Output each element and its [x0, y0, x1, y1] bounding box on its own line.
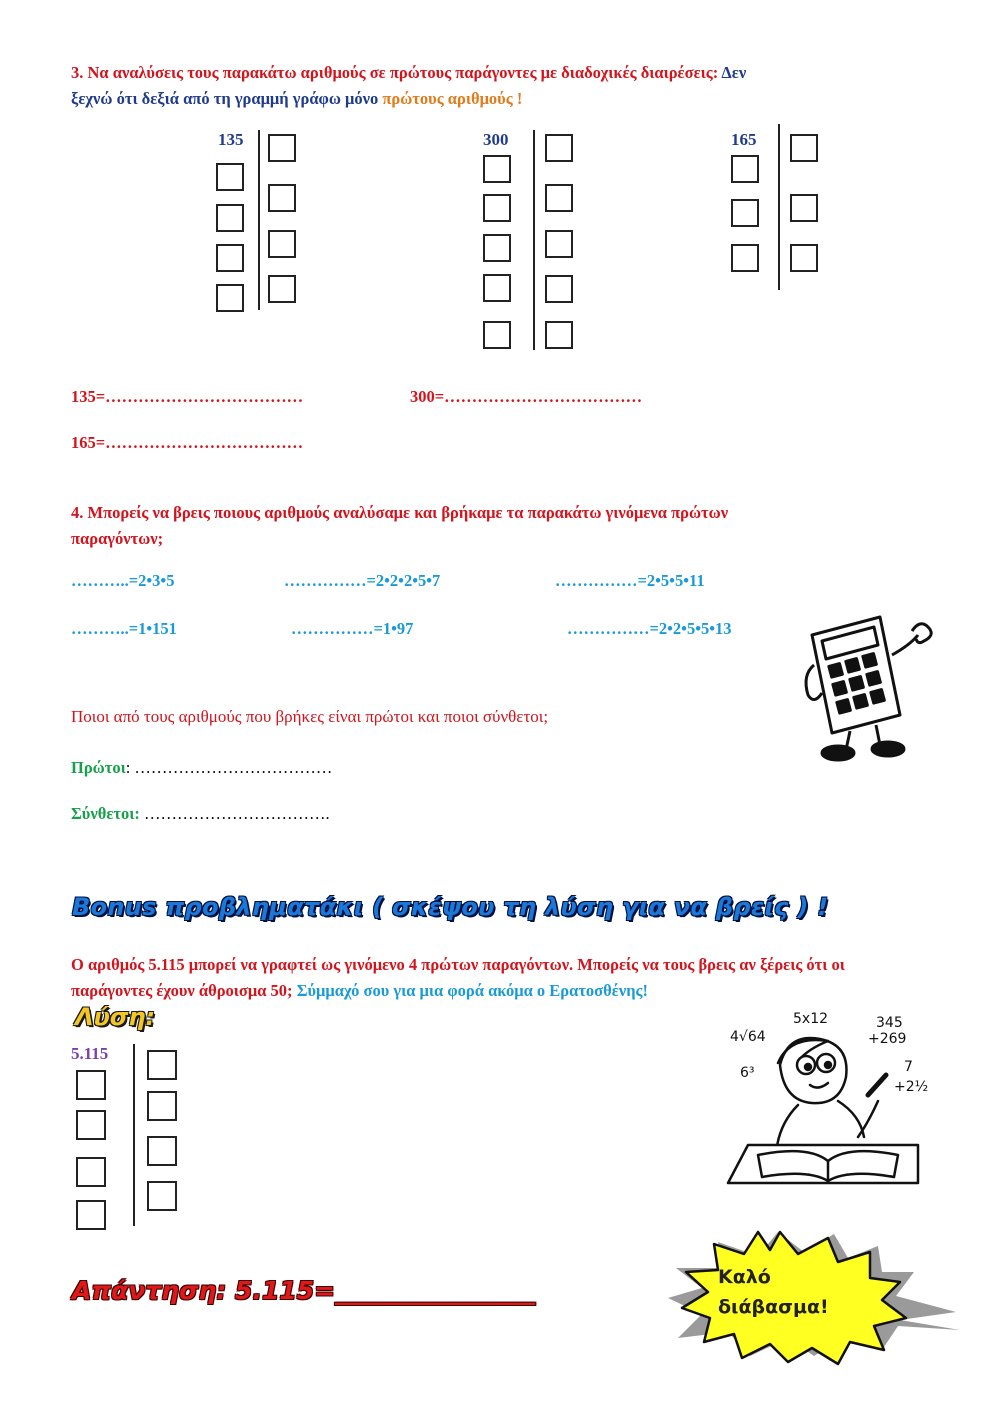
factor-box[interactable] — [545, 184, 573, 212]
composites-label: Σύνθετοι: — [71, 804, 140, 823]
factor-box[interactable] — [268, 275, 296, 303]
factor-box[interactable] — [545, 134, 573, 162]
quotient-box[interactable] — [731, 244, 759, 272]
product-item[interactable]: ……………=1•97 — [291, 619, 414, 638]
composites-blank[interactable]: ……………………………. — [139, 804, 330, 823]
badge-text — [718, 1262, 829, 1322]
student-formula: 345 — [876, 1015, 903, 1031]
quotient-box[interactable] — [483, 234, 511, 262]
exercise3-title — [71, 60, 931, 112]
factor-box[interactable] — [147, 1091, 177, 1121]
quotient-box[interactable] — [76, 1070, 106, 1100]
quotient-box[interactable] — [483, 155, 511, 183]
exercise3-instruction: 3. Να αναλύσεις τους παρακάτω αριθμούς σε πρώτους παράγοντες με διαδοχικές διαιρέσεις: — [71, 63, 719, 82]
quotient-box[interactable] — [731, 199, 759, 227]
primes-label: Πρώτοι — [71, 758, 126, 777]
quotient-box[interactable] — [216, 163, 244, 191]
student-formula: 4√64 — [730, 1029, 766, 1045]
bonus-heading: Bonus προβληματάκι ( σκέψου τη λύση για να βρείς ) ! — [72, 893, 829, 921]
student-formula: +2½ — [894, 1079, 929, 1095]
ladder-number-5115: 5.115 — [71, 1044, 109, 1063]
final-answer — [72, 1276, 535, 1305]
answer-line-135[interactable]: 135=……………………………… — [71, 387, 304, 406]
composites-answer — [71, 801, 330, 827]
solution-label: Λύση: — [75, 1003, 156, 1031]
bonus-hint: Σύμμαχό σου για μια φορά ακόμα ο Ερατοσθένης! — [296, 981, 649, 1000]
exercise4-title — [71, 500, 931, 552]
factor-box[interactable] — [268, 184, 296, 212]
ladder-number-135: 135 — [218, 130, 244, 149]
product-item[interactable]: ……………=2•5•5•11 — [555, 571, 705, 590]
badge-line1: Καλό — [718, 1266, 771, 1288]
factor-box[interactable] — [268, 134, 296, 162]
final-answer-blank[interactable]: ________________ — [335, 1276, 536, 1305]
calculator-character-icon — [800, 605, 940, 765]
student-formula: 7 — [904, 1059, 913, 1075]
exercise3-note-emphasis: πρώτους αριθμούς ! — [382, 89, 523, 108]
quotient-box[interactable] — [216, 244, 244, 272]
exercise4-title-line2: παραγόντων; — [71, 529, 164, 548]
factor-box[interactable] — [147, 1136, 177, 1166]
factor-box[interactable] — [268, 230, 296, 258]
factor-box[interactable] — [545, 321, 573, 349]
quotient-box[interactable] — [731, 155, 759, 183]
quotient-box[interactable] — [483, 274, 511, 302]
product-item[interactable]: ………..=2•3•5 — [71, 571, 175, 590]
student-doing-math-icon — [718, 1005, 938, 1190]
quotient-box[interactable] — [76, 1110, 106, 1140]
factor-box[interactable] — [790, 134, 818, 162]
factor-box[interactable] — [147, 1050, 177, 1080]
primes-blank[interactable]: : ……………………………… — [125, 758, 333, 777]
factor-box[interactable] — [545, 230, 573, 258]
factor-box[interactable] — [790, 194, 818, 222]
ladder-divider-line — [133, 1044, 135, 1226]
ladder-divider-line — [778, 124, 780, 290]
exercise4-title-line1: 4. Μπορείς να βρεις ποιους αριθμούς αναλύσαμε και βρήκαμε τα παρακάτω γινόμενα πρώτων — [71, 503, 729, 522]
bonus-text — [71, 952, 921, 1004]
exercise4-question: Ποιοι από τους αριθμούς που βρήκες είναι πρώτοι και ποιοι σύνθετοι; — [71, 707, 549, 726]
badge-line2: διάβασμα! — [718, 1296, 829, 1318]
exercise3-note: ξεχνώ ότι δεξιά από τη γραμμή γράφω μόνο — [71, 89, 379, 108]
product-item[interactable]: ………..=1•151 — [71, 619, 177, 638]
student-formula: +269 — [868, 1031, 907, 1047]
quotient-box[interactable] — [483, 194, 511, 222]
quotient-box[interactable] — [483, 321, 511, 349]
answer-line-300[interactable]: 300=……………………………… — [410, 387, 643, 406]
student-formula: 5x12 — [793, 1011, 829, 1027]
student-formula: 6³ — [740, 1065, 755, 1081]
product-item[interactable]: ……………=2•2•5•5•13 — [567, 619, 732, 638]
ladder-divider-line — [533, 130, 535, 350]
ladder-divider-line — [258, 130, 260, 310]
primes-answer — [71, 755, 332, 781]
answer-line-165[interactable]: 165=……………………………… — [71, 433, 304, 452]
quotient-box[interactable] — [76, 1200, 106, 1230]
factor-box[interactable] — [147, 1181, 177, 1211]
product-item[interactable]: ……………=2•2•2•5•7 — [284, 571, 441, 590]
quotient-box[interactable] — [76, 1157, 106, 1187]
bonus-problem: Ο αριθμός 5.115 μπορεί να γραφτεί ως γινόμενο 4 πρώτων παραγόντων. Μπορείς να τους βρεις αν ξέρεις ότι οι παράγοντες έχουν άθροισμα 50; — [71, 955, 845, 1000]
quotient-box[interactable] — [216, 204, 244, 232]
ladder-number-300: 300 — [483, 130, 509, 149]
exercise3-note-start: Δεν — [721, 63, 747, 82]
final-answer-label: Απάντηση: 5.115= — [72, 1276, 336, 1305]
quotient-box[interactable] — [216, 284, 244, 312]
ladder-number-165: 165 — [731, 130, 757, 149]
factor-box[interactable] — [545, 275, 573, 303]
factor-box[interactable] — [790, 244, 818, 272]
